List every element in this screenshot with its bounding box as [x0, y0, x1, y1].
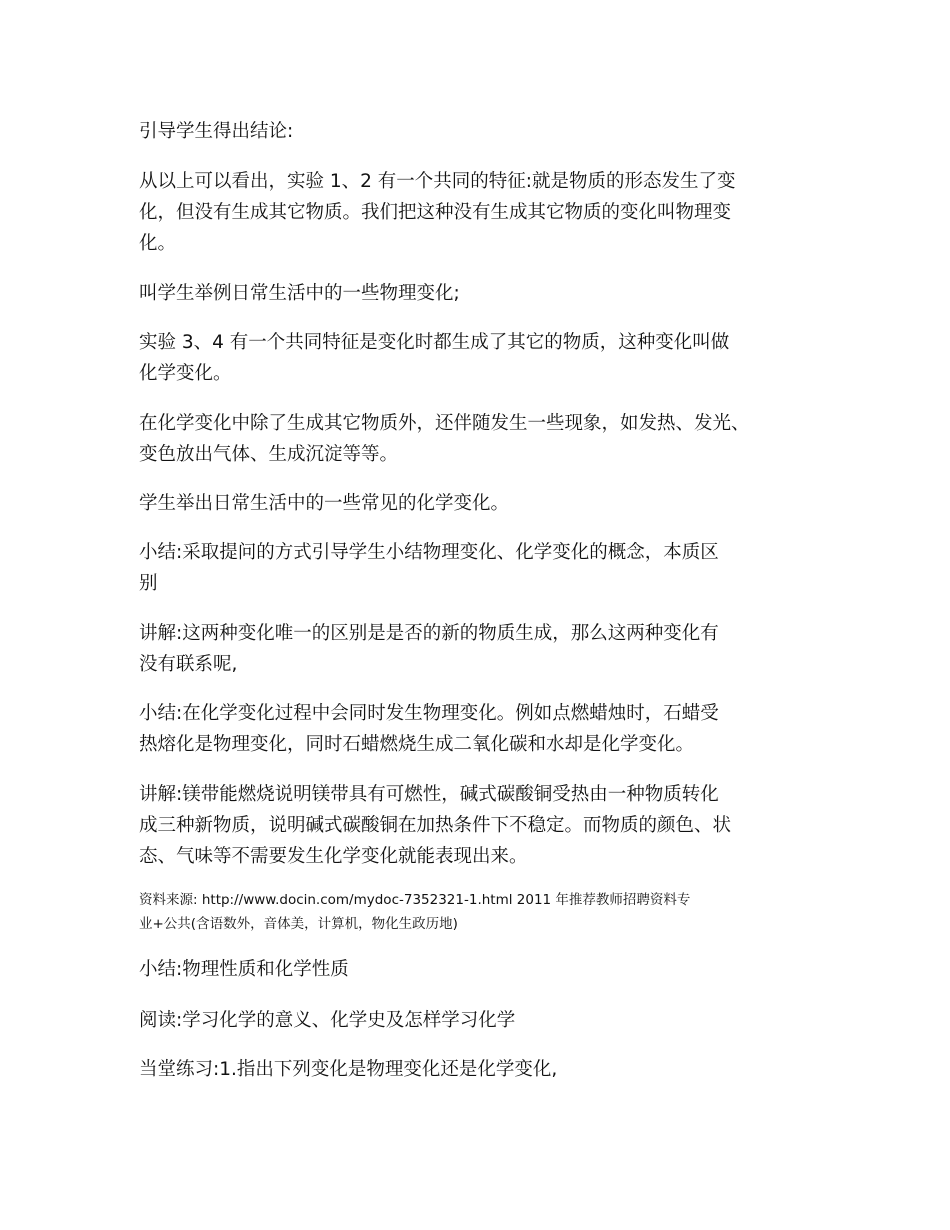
text-line: 小结:物理性质和化学性质 [139, 959, 349, 980]
source-note [139, 888, 829, 936]
paragraph-practice [139, 1054, 829, 1085]
text-line: 阅读:学习化学的意义、化学史及怎样学习化学 [139, 1010, 516, 1031]
text-line: 态、气味等不需要发生化学变化就能表现出来。 [139, 846, 528, 867]
text-line: 实验 3、4 有一个共同特征是变化时都生成了其它的物质，这种变化叫做 [139, 332, 730, 353]
paragraph-physical-examples [139, 278, 829, 309]
text-line: 化。 [139, 233, 177, 254]
text-line: 没有联系呢, [139, 654, 238, 675]
paragraph-explain-magnesium [139, 779, 829, 872]
text-line: 当堂练习:1.指出下列变化是物理变化还是化学变化, [139, 1059, 558, 1080]
paragraph-chemical-change [139, 327, 829, 389]
text-line: 小结:采取提问的方式引导学生小结物理变化、化学变化的概念，本质区 [139, 542, 719, 563]
text-line: 在化学变化中除了生成其它物质外，还伴随发生一些现象，如发热、发光、 [139, 413, 750, 434]
text-line: 小结:在化学变化过程中会同时发生物理变化。例如点燃蜡烛时，石蜡受 [139, 703, 719, 724]
text-line: 引导学生得出结论: [139, 121, 294, 142]
text-line: 热熔化是物理变化，同时石蜡燃烧生成二氧化碳和水却是化学变化。 [139, 734, 695, 755]
paragraph-physical-change [139, 166, 829, 259]
text-line: 化，但没有生成其它物质。我们把这种没有生成其它物质的变化叫物理变 [139, 202, 732, 223]
paragraph-conclusion-intro [139, 116, 829, 147]
source-line: 业+公共(含语数外，音体美，计算机，物化生政历地) [139, 916, 458, 932]
paragraph-summary-candle [139, 698, 829, 760]
text-line: 从以上可以看出，实验 1、2 有一个共同的特征:就是物质的形态发生了变 [139, 171, 736, 192]
paragraph-summary-properties [139, 954, 829, 985]
paragraph-explain-difference [139, 618, 829, 680]
text-line: 叫学生举例日常生活中的一些物理变化; [139, 283, 460, 304]
paragraph-chemical-phenomena [139, 408, 829, 470]
paragraph-reading [139, 1005, 829, 1036]
text-line: 学生举出日常生活中的一些常见的化学变化。 [139, 493, 510, 514]
text-line: 讲解:这两种变化唯一的区别是是否的新的物质生成，那么这两种变化有 [139, 623, 719, 644]
source-line: 资料来源: http://www.docin.com/mydoc-7352321-1.html 2011 年推荐教师招聘资料专 [139, 892, 691, 908]
paragraph-summary-concepts [139, 537, 829, 599]
text-line: 化学变化。 [139, 363, 232, 384]
text-line: 变色放出气体、生成沉淀等等。 [139, 444, 399, 465]
text-line: 别 [139, 573, 158, 594]
text-line: 成三种新物质，说明碱式碳酸铜在加热条件下不稳定。而物质的颜色、状 [139, 815, 732, 836]
text-line: 讲解:镁带能燃烧说明镁带具有可燃性，碱式碳酸铜受热由一种物质转化 [139, 784, 719, 805]
paragraph-chemical-examples [139, 488, 829, 519]
